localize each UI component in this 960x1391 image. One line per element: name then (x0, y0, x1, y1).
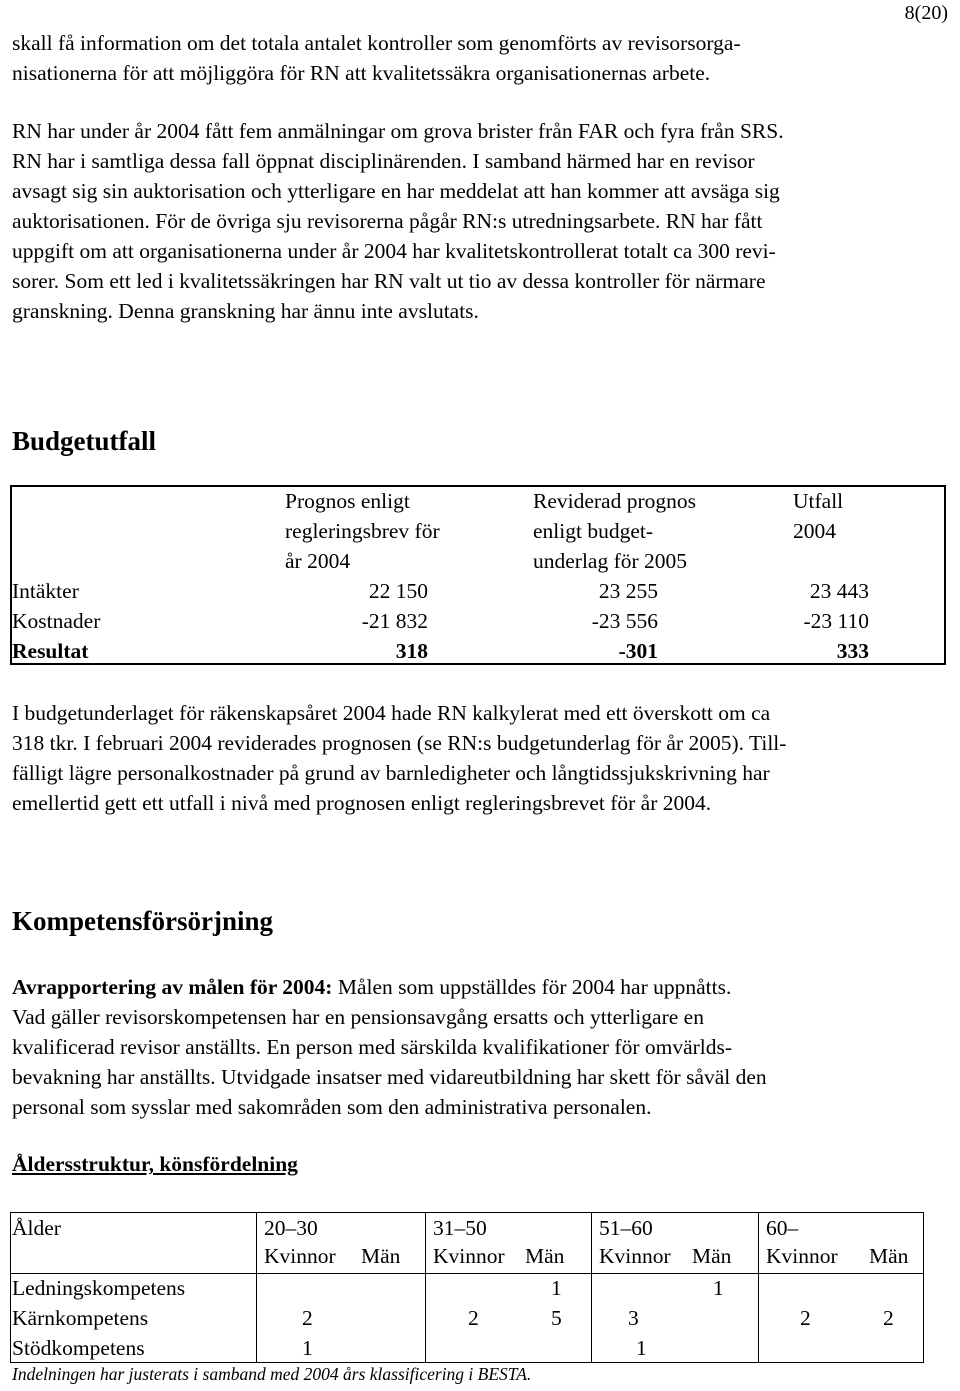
text-line (12, 972, 767, 1002)
sub-header-women: Kvinnor (766, 1244, 838, 1268)
column-header-prognos (285, 486, 440, 576)
table-cell: 1 (636, 1336, 647, 1360)
table-cell: 2 (302, 1306, 313, 1330)
sub-header-women: Kvinnor (599, 1244, 671, 1268)
column-header-reviderad (533, 486, 696, 576)
age-row-label: Kärnkompetens (12, 1306, 149, 1330)
column-divider (591, 1212, 592, 1363)
age-row-header: Ålder (12, 1216, 61, 1240)
table-cell: 2 (800, 1306, 811, 1330)
text-line: sorer. Som ett led i kvalitetssäkringen har RN valt ut tio av dessa kontroller för närmare (12, 269, 766, 293)
text-line: emellertid gett ett utfall i nivå med prognosen enligt regleringsbrevet för år 2004. (12, 791, 712, 815)
table-cell: 3 (628, 1306, 639, 1330)
text-line: I budgetunderlaget för räkenskapsåret 2004 hade RN kalkylerat med ett överskott om ca (12, 701, 771, 725)
age-group-51-60: 51–60 (599, 1216, 653, 1240)
sub-header-women: Kvinnor (433, 1244, 505, 1268)
text-line: bevakning har anställts. Utvidgade insatser med vidareutbildning har skett för såväl den (12, 1065, 767, 1089)
page-number: 8(20) (904, 2, 948, 24)
text-line: avsagt sig sin auktorisation och ytterligare en har meddelat att han kommer att avsäga sig (12, 179, 780, 203)
table-cell: 5 (551, 1306, 562, 1330)
column-divider (758, 1212, 759, 1363)
table-cell: 2 (468, 1306, 479, 1330)
text-line: kvalificerad revisor anställts. En person med särskilda kvalifikationer för omvärlds- (12, 1035, 733, 1059)
sub-header-women: Kvinnor (264, 1244, 336, 1268)
age-group-20-30: 20–30 (264, 1216, 318, 1240)
text-line: RN har under år 2004 fått fem anmälningar om grova brister från FAR och fyra från SRS. (12, 119, 784, 143)
text-line: 318 tkr. I februari 2004 reviderades prognosen (se RN:s budgetunderlag för år 2005). Till- (12, 731, 787, 755)
table-cell: -23 556 (591, 609, 658, 633)
text-line: RN har i samtliga dessa fall öppnat disciplinärenden. I samband härmed har en revisor (12, 149, 755, 173)
intro-paragraph (12, 28, 741, 88)
text-line: skall få information om det totala antalet kontroller som genomförts av revisorsorga- (12, 31, 741, 55)
table-cell: 1 (551, 1276, 562, 1300)
table-cell: 23 443 (809, 579, 869, 603)
lead-bold-text: Avrapportering av målen för 2004: (12, 975, 333, 999)
text-line: granskning. Denna granskning har ännu inte avslutats. (12, 299, 479, 323)
header-line: Reviderad prognos (533, 489, 697, 513)
table-cell: -21 832 (361, 609, 428, 633)
table-cell: 23 255 (598, 579, 658, 603)
header-line: underlag för 2005 (533, 549, 688, 573)
table-cell: -301 (618, 639, 658, 663)
budget-paragraph (12, 698, 786, 818)
text-line: personal som sysslar med sakområden som den administrativa personalen. (12, 1095, 652, 1119)
column-divider (425, 1212, 426, 1363)
lead-text: Målen som uppställdes för 2004 har uppnåtts. (332, 975, 732, 999)
header-line: Utfall (793, 489, 844, 513)
age-row-label: Ledningskompetens (12, 1276, 186, 1300)
row-label-resultat: Resultat (12, 639, 89, 663)
header-line: Prognos enligt (285, 489, 410, 513)
row-label-intakter: Intäkter (12, 579, 79, 603)
table-cell: 2 (883, 1306, 894, 1330)
age-group-60-plus: 60– (766, 1216, 799, 1240)
budget-heading: Budgetutfall (12, 426, 157, 456)
sub-header-men: Män (525, 1244, 565, 1268)
sub-header-men: Män (692, 1244, 732, 1268)
header-line: 2004 (793, 519, 836, 543)
sub-header-men: Män (869, 1244, 909, 1268)
table-cell: 318 (395, 639, 428, 663)
table-cell: 22 150 (368, 579, 428, 603)
text-line: nisationerna för att möjliggöra för RN att kvalitetssäkra organisationernas arbete. (12, 61, 711, 85)
text-line: fälligt lägre personalkostnader på grund av barnledigheter och långtidssjukskrivning har (12, 761, 770, 785)
column-header-utfall (793, 486, 843, 546)
text-line: auktorisationen. För de övriga sju revisorerna pågår RN:s utredningsarbete. RN har fått (12, 209, 763, 233)
sub-header-men: Män (361, 1244, 401, 1268)
footnote: Indelningen har justerats i samband med 2004 års klassificering i BESTA. (12, 1364, 532, 1384)
table-cell: -23 110 (803, 609, 869, 633)
age-group-31-50: 31–50 (433, 1216, 487, 1240)
header-line: år 2004 (285, 549, 351, 573)
age-row-label: Stödkompetens (12, 1336, 145, 1360)
report-paragraph (12, 116, 784, 326)
table-cell: 1 (302, 1336, 313, 1360)
row-label-kostnader: Kostnader (12, 609, 101, 633)
header-line: enligt budget- (533, 519, 654, 543)
age-structure-heading: Åldersstruktur, könsfördelning (12, 1152, 298, 1176)
text-line: uppgift om att organisationerna under år 2004 har kvalitetskontrollerat totalt ca 300 revi- (12, 239, 776, 263)
header-line: regleringsbrev för (285, 519, 440, 543)
table-cell: 1 (713, 1276, 724, 1300)
text-line: Vad gäller revisorskompetensen har en pensionsavgång ersatts och ytterligare en (12, 1005, 704, 1029)
competence-heading: Kompetensförsörjning (12, 906, 273, 936)
table-cell: 333 (836, 639, 869, 663)
competence-paragraph (12, 972, 767, 1122)
column-divider (256, 1212, 257, 1363)
